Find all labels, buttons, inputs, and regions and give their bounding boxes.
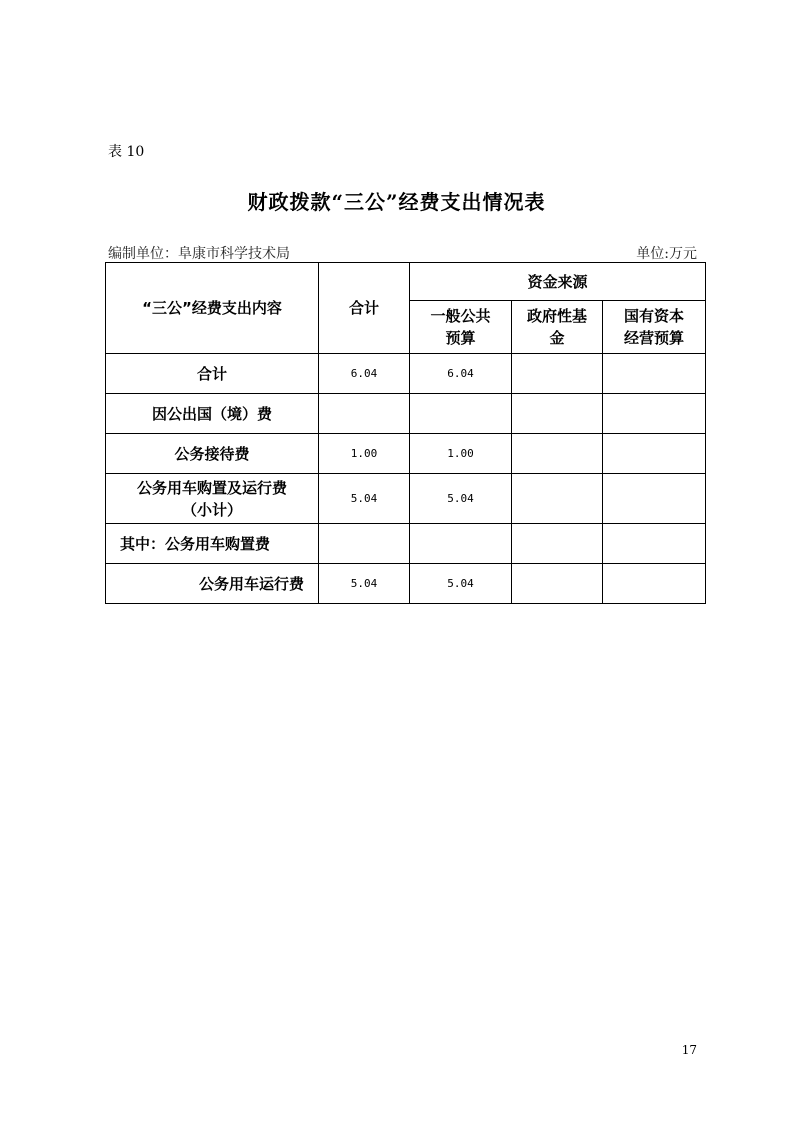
cell-government-fund (512, 394, 603, 434)
cell-general-budget: 1.00 (410, 434, 512, 474)
table-row (106, 434, 706, 474)
cell-total (319, 524, 410, 564)
amount-unit: 单位:万元 (636, 246, 697, 262)
three-public-expenses-table (105, 262, 706, 604)
cell-general-budget: 6.04 (410, 354, 512, 394)
header-state-capital-line2: 经营预算 (624, 329, 685, 347)
row-label-line1: 公务用车购置及运行费 (136, 478, 287, 497)
header-general-budget-line1: 一般公共 (430, 307, 491, 325)
cell-state-capital (603, 564, 706, 604)
cell-state-capital (603, 524, 706, 564)
cell-state-capital (603, 394, 706, 434)
page-number: 17 (681, 1043, 697, 1057)
table-number: 表 10 (108, 144, 145, 160)
header-government-fund-line2: 金 (549, 329, 565, 347)
row-label: 因公出国（境）费 (106, 394, 319, 434)
cell-government-fund (512, 524, 603, 564)
cell-government-fund (512, 434, 603, 474)
cell-total: 6.04 (319, 354, 410, 394)
table-row (106, 564, 706, 604)
cell-general-budget: 5.04 (410, 564, 512, 604)
header-state-capital-line1: 国有资本 (624, 307, 685, 325)
row-label-line2: （小计） (181, 500, 242, 519)
cell-government-fund (512, 564, 603, 604)
cell-state-capital (603, 434, 706, 474)
header-general-budget (410, 301, 512, 354)
table-row (106, 474, 706, 524)
table-row (106, 394, 706, 434)
header-government-fund-line1: 政府性基 (526, 307, 587, 325)
cell-total: 1.00 (319, 434, 410, 474)
header-funding-source: 资金来源 (410, 263, 706, 301)
row-label (106, 474, 319, 524)
cell-total: 5.04 (319, 564, 410, 604)
header-state-capital (603, 301, 706, 354)
row-label: 合计 (106, 354, 319, 394)
cell-state-capital (603, 354, 706, 394)
row-label: 公务用车运行费 (106, 564, 319, 604)
compiler-unit: 编制单位：阜康市科学技术局 (108, 246, 290, 262)
cell-total (319, 394, 410, 434)
row-label: 其中：公务用车购置费 (106, 524, 319, 564)
cell-general-budget: 5.04 (410, 474, 512, 524)
header-total: 合计 (319, 263, 410, 354)
cell-general-budget (410, 394, 512, 434)
table-row (106, 524, 706, 564)
cell-government-fund (512, 474, 603, 524)
page-title: 财政拨款“三公”经费支出情况表 (247, 190, 546, 214)
cell-state-capital (603, 474, 706, 524)
header-content: “三公”经费支出内容 (106, 263, 319, 354)
cell-general-budget (410, 524, 512, 564)
cell-government-fund (512, 354, 603, 394)
header-government-fund (512, 301, 603, 354)
row-label: 公务接待费 (106, 434, 319, 474)
cell-total: 5.04 (319, 474, 410, 524)
table-row (106, 354, 706, 394)
header-general-budget-line2: 预算 (445, 329, 476, 347)
